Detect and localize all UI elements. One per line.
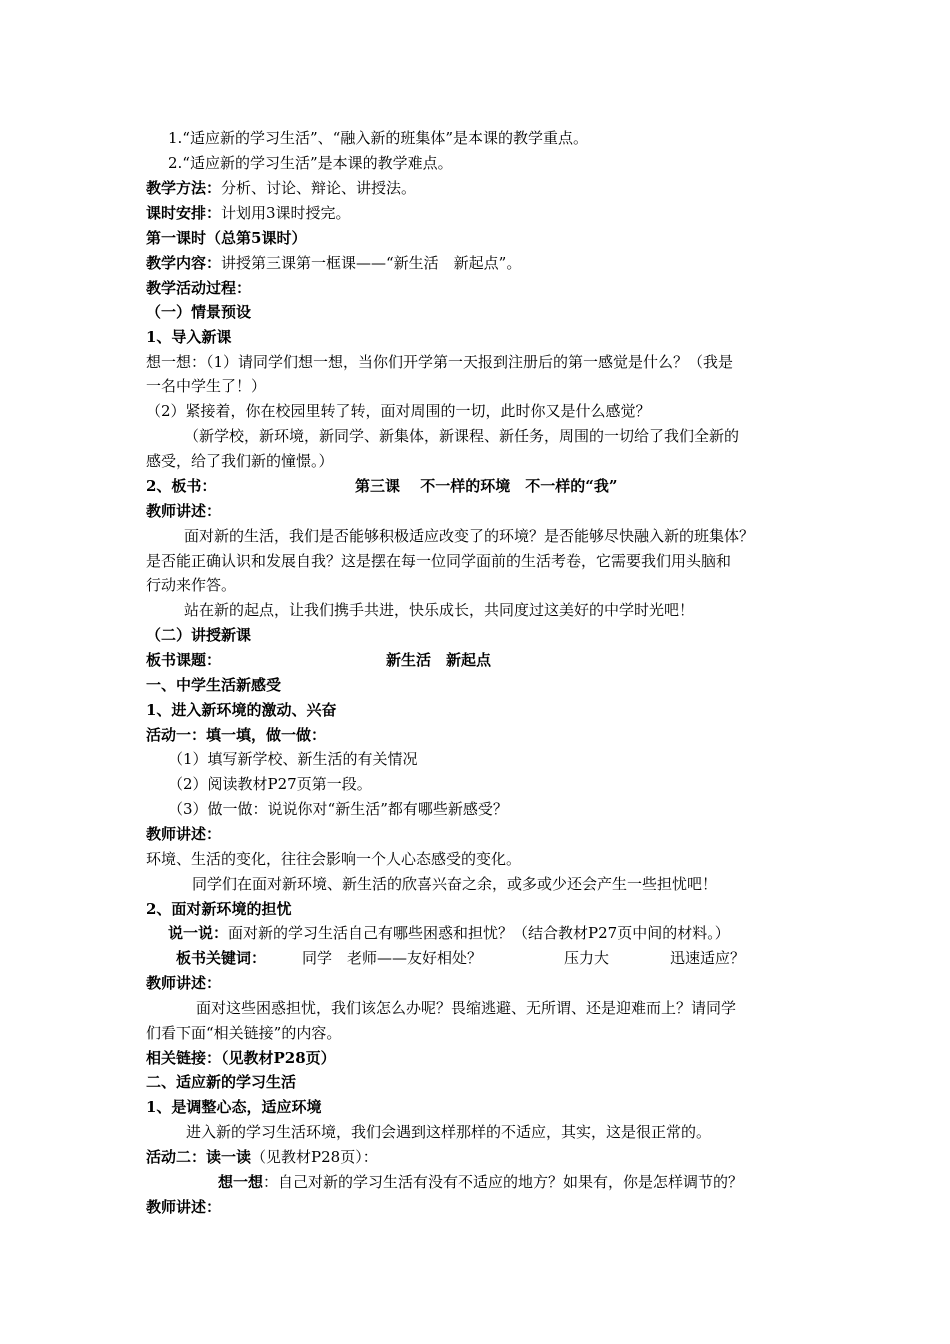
lesson-heading: 第一课时（总第5课时）	[146, 229, 307, 247]
paragraph-line: 一名中学生了！）	[146, 377, 267, 395]
paragraph-line: 环境、生活的变化，往往会影响一个人心态感受的变化。	[146, 850, 522, 868]
teacher-says-heading: 教师讲述：	[146, 825, 222, 843]
paragraph-line: （2）紧接着，你在校园里转了转，面对周围的一切，此时你又是什么感觉？	[146, 402, 651, 420]
subpart-heading: 1、进入新环境的激动、兴奋	[146, 701, 337, 719]
paragraph-line: 面对这些困惑担忧，我们该怎么办呢？畏缩逃避、无所谓、还是迎难而上？请同学	[196, 999, 737, 1017]
think-activity	[218, 1172, 743, 1192]
board-label: 2、板书：	[146, 477, 217, 495]
paragraph-line: （新学校，新环境，新同学、新集体，新课程、新任务，周围的一切给了我们全新的	[184, 427, 740, 445]
activity-2-label: 活动二：读一读	[146, 1148, 252, 1166]
paragraph-line: 感受，给了我们新的憧憬。）	[146, 452, 334, 470]
activity-2	[146, 1147, 378, 1167]
board-title: 第三课 不一样的环境 不一样的“我”	[355, 477, 618, 495]
keyword: 压力大	[564, 949, 610, 967]
say-text: 面对新的学习生活自己有哪些困惑和担忧？（结合教材P27页中间的材料。）	[228, 924, 730, 942]
paragraph-line: 进入新的学习生活环境，我们会遇到这样那样的不适应，其实，这是很正常的。	[186, 1123, 712, 1141]
teaching-method-label: 教学方法：	[146, 179, 222, 197]
paragraph-line: 行动来作答。	[146, 576, 237, 594]
activity-process-heading: 教学活动过程：	[146, 279, 252, 297]
paragraph-line: 想一想：（1）请同学们想一想，当你们开学第一天报到注册后的第一感觉是什么？（我是	[146, 353, 734, 371]
board-topic-text: 新生活 新起点	[386, 651, 492, 669]
list-item: （3）做一做：说说你对“新生活”都有哪些新感受？	[168, 800, 508, 818]
teacher-says-heading: 教师讲述：	[146, 502, 222, 520]
subpart-heading: 2、面对新环境的担忧	[146, 900, 292, 918]
paragraph-line: 同学们在面对新环境、新生活的欣喜兴奋之余，或多或少还会产生一些担忧吧！	[192, 875, 718, 893]
section-2-heading: （二）讲授新课	[146, 626, 252, 644]
teaching-method-text: 分析、讨论、辩论、讲授法。	[221, 179, 417, 197]
keyword: 迅速适应？	[670, 949, 746, 967]
think-text: ：自己对新的学习生活有没有不适应的地方？如果有，你是怎样调节的？	[263, 1173, 744, 1191]
think-label: 想一想	[218, 1173, 264, 1191]
key-point-1: 1.“适应新的学习生活”、“融入新的班集体”是本课的教学重点。	[168, 129, 588, 147]
keywords-label: 板书关键词：	[176, 949, 267, 967]
activity-1-heading: 活动一：填一填，做一做：	[146, 726, 327, 744]
teaching-content	[146, 253, 521, 273]
part-1-heading: 一、中学生活新感受	[146, 676, 282, 694]
related-link: 相关链接：（见教材P28页）	[146, 1049, 336, 1067]
teacher-says-heading: 教师讲述：	[146, 974, 222, 992]
paragraph-line: 站在新的起点，让我们携手共进，快乐成长，共同度过这美好的中学时光吧！	[184, 601, 695, 619]
paragraph-line: 面对新的生活，我们是否能够积极适应改变了的环境？是否能够尽快融入新的班集体？	[184, 527, 755, 545]
paragraph-line: 是否能正确认识和发展自我？这是摆在每一位同学面前的生活考卷，它需要我们用头脑和	[146, 552, 732, 570]
intro-heading: 1、导入新课	[146, 328, 232, 346]
key-point-2: 2.“适应新的学习生活”是本课的教学难点。	[168, 154, 453, 172]
subpart-heading: 1、是调整心态，适应环境	[146, 1098, 322, 1116]
schedule	[146, 203, 351, 223]
teaching-content-text: 讲授第三课第一框课——“新生活 新起点”。	[221, 254, 522, 272]
section-1-heading: （一）情景预设	[146, 303, 252, 321]
teacher-says-heading: 教师讲述：	[146, 1198, 222, 1216]
paragraph-line: 们看下面“相关链接”的内容。	[146, 1024, 342, 1042]
say-activity	[168, 923, 730, 943]
say-label: 说一说：	[168, 924, 229, 942]
teaching-content-label: 教学内容：	[146, 254, 222, 272]
board-topic-label: 板书课题：	[146, 651, 222, 669]
activity-2-text: （见教材P28页）：	[251, 1148, 378, 1166]
schedule-text: 计划用3课时授完。	[221, 204, 351, 222]
list-item: （1）填写新学校、新生活的有关情况	[168, 750, 418, 768]
teaching-method	[146, 178, 416, 198]
part-2-heading: 二、适应新的学习生活	[146, 1073, 297, 1091]
list-item: （2）阅读教材P27页第一段。	[168, 775, 372, 793]
keyword: 同学 老师——友好相处？	[302, 949, 483, 967]
schedule-label: 课时安排：	[146, 204, 222, 222]
